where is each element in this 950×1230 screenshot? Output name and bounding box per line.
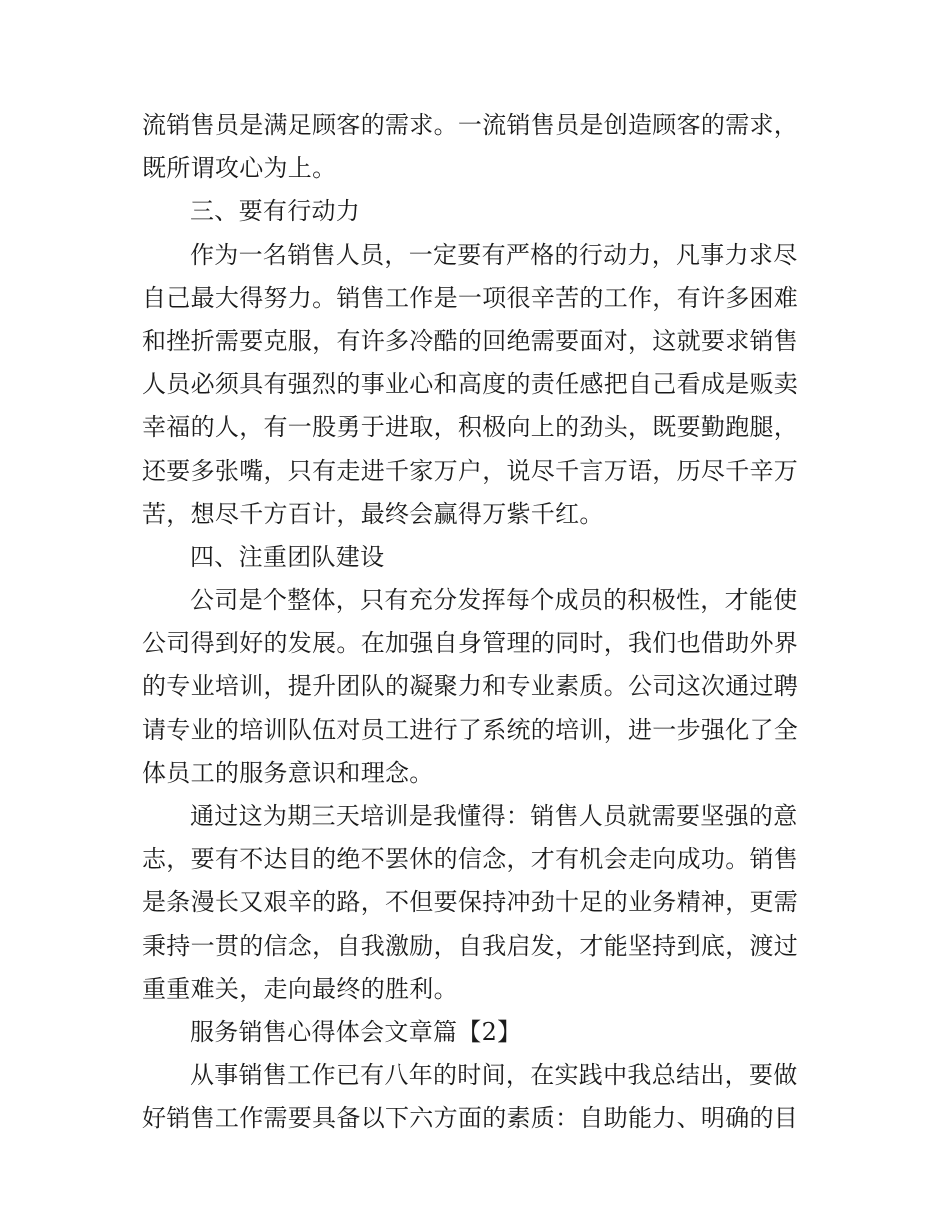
text-line: 请专业的培训队伍对员工进行了系统的培训，进一步强化了全 xyxy=(142,715,799,744)
text-line: 人员必须具有强烈的事业心和高度的责任感把自己看成是贩卖 xyxy=(142,370,799,399)
text-line: 好销售工作需要具备以下六方面的素质：自助能力、明确的目 xyxy=(142,1104,799,1133)
text-line: 的专业培训，提升团队的凝聚力和专业素质。公司这次通过聘 xyxy=(142,672,799,701)
text-line: 既所谓攻心为上。 xyxy=(142,154,337,183)
text-line: 自己最大得努力。销售工作是一项很辛苦的工作，有许多困难 xyxy=(142,283,799,312)
text-line: 公司得到好的发展。在加强自身管理的同时，我们也借助外界 xyxy=(142,629,799,658)
text-line: 是条漫长又艰辛的路，不但要保持冲劲十足的业务精神，更需 xyxy=(142,888,799,917)
text-line: 从事销售工作已有八年的时间，在实践中我总结出，要做 xyxy=(190,1061,798,1090)
text-line: 体员工的服务意识和理念。 xyxy=(142,758,434,787)
text-line: 秉持一贯的信念，自我激励，自我启发，才能坚持到底，渡过 xyxy=(142,931,799,960)
text-line: 作为一名销售人员，一定要有严格的行动力，凡事力求尽 xyxy=(190,240,798,269)
text-line: 还要多张嘴，只有走进千家万户，说尽千言万语，历尽千辛万 xyxy=(142,456,799,485)
article-title: 服务销售心得体会文章篇【2】 xyxy=(190,1017,522,1046)
text-line: 志，要有不达目的绝不罢休的信念，才有机会走向成功。销售 xyxy=(142,845,799,874)
text-line: 和挫折需要克服，有许多冷酷的回绝需要面对，这就要求销售 xyxy=(142,326,799,355)
text-line: 重重难关，走向最终的胜利。 xyxy=(142,974,458,1003)
document-page xyxy=(142,104,812,1141)
text-line: 流销售员是满足顾客的需求。一流销售员是创造顾客的需求， xyxy=(142,111,799,139)
text-line: 苦，想尽千方百计，最终会赢得万紫千红。 xyxy=(142,499,604,528)
text-line: 通过这为期三天培训是我懂得：销售人员就需要坚强的意 xyxy=(190,802,798,830)
section-heading: 四、注重团队建设 xyxy=(190,542,385,571)
text-line: 公司是个整体，只有充分发挥每个成员的积极性，才能使 xyxy=(190,586,798,615)
section-heading: 三、要有行动力 xyxy=(190,197,361,226)
text-line: 幸福的人，有一股勇于进取，积极向上的劲头，既要勤跑腿， xyxy=(142,413,799,442)
